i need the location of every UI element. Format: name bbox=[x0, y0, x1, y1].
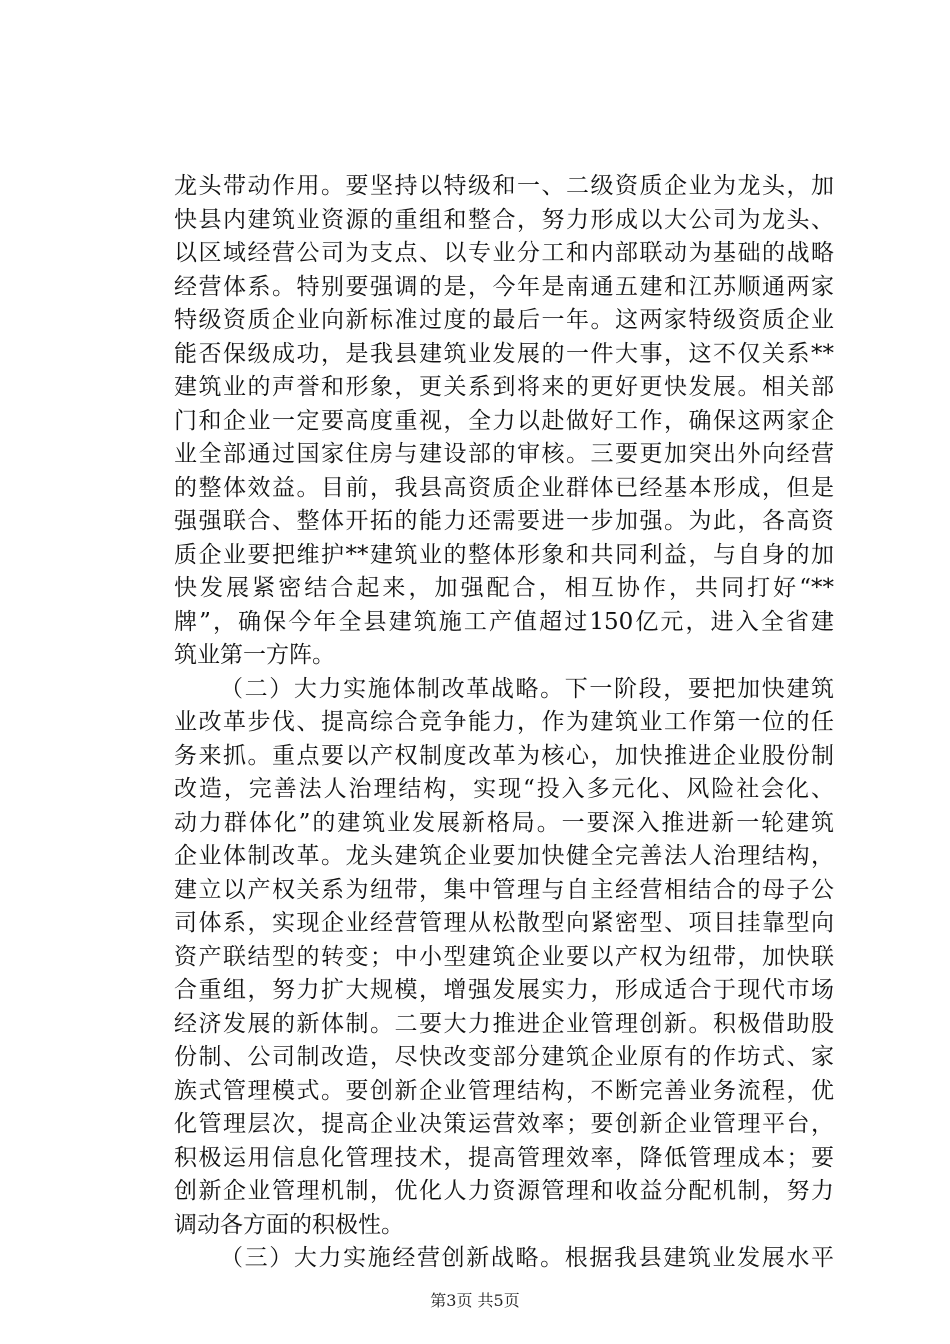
paragraph-1 bbox=[174, 170, 834, 673]
text-line: （二）大力实施体制改革战略。下一阶段，要把加快建筑 bbox=[220, 675, 834, 702]
text-line: 业改革步伐、提高综合竞争能力，作为建筑业工作第一位的任 bbox=[174, 709, 834, 735]
document-body bbox=[174, 170, 834, 1276]
text-line: 快发展紧密结合起来，加强配合，相互协作，共同打好“** bbox=[174, 575, 834, 601]
text-line: 的整体效益。目前，我县高资质企业群体已经基本形成，但是 bbox=[174, 474, 834, 501]
text-line: 龙头带动作用。要坚持以特级和一、二级资质企业为龙头，加 bbox=[174, 173, 834, 199]
text-line: 强强联合、整体开拓的能力还需要进一步加强。为此，各高资 bbox=[174, 508, 834, 534]
text-line: 务来抓。重点要以产权制度改革为核心，加快推进企业股份制 bbox=[174, 742, 834, 769]
text-line: 质企业要把维护**建筑业的整体形象和共同利益，与自身的加 bbox=[174, 541, 834, 568]
text-line: 改造，完善法人治理结构，实现“投入多元化、风险社会化、 bbox=[174, 776, 834, 802]
text-line: 企业体制改革。龙头建筑企业要加快健全完善法人治理结构， bbox=[174, 843, 834, 869]
text-line: 创新企业管理机制，优化人力资源管理和收益分配机制，努力 bbox=[174, 1178, 834, 1204]
text-line: 以区域经营公司为支点、以专业分工和内部联动为基础的战略 bbox=[174, 240, 834, 266]
paragraph-2 bbox=[174, 673, 834, 1243]
text-line: 建立以产权关系为纽带，集中管理与自主经营相结合的母子公 bbox=[174, 876, 834, 903]
text-line: 牌”，确保今年全县建筑施工产值超过150亿元，进入全省建 bbox=[174, 608, 834, 635]
text-line: 建筑业的声誉和形象，更关系到将来的更好更快发展。相关部 bbox=[174, 374, 834, 400]
text-line: 调动各方面的积极性。 bbox=[174, 1211, 404, 1238]
text-line: 份制、公司制改造，尽快改变部分建筑企业原有的作坊式、家 bbox=[174, 1044, 834, 1070]
text-line: 积极运用信息化管理技术，提高管理效率，降低管理成本；要 bbox=[174, 1144, 834, 1171]
text-line: 筑业第一方阵。 bbox=[174, 642, 335, 668]
text-line: 业全部通过国家住房与建设部的审核。三要更加突出外向经营 bbox=[174, 441, 834, 467]
page-number-footer: 第3页 共5页 bbox=[430, 1291, 520, 1310]
text-line: 族式管理模式。要创新企业管理结构，不断完善业务流程，优 bbox=[174, 1077, 834, 1104]
text-line: 经济发展的新体制。二要大力推进企业管理创新。积极借助股 bbox=[174, 1010, 834, 1037]
text-line: 资产联结型的转变；中小型建筑企业要以产权为纽带，加快联 bbox=[174, 943, 834, 970]
text-line: 化管理层次，提高企业决策运营效率；要创新企业管理平台， bbox=[174, 1111, 834, 1137]
text-line: 特级资质企业向新标准过度的最后一年。这两家特级资质企业 bbox=[174, 307, 834, 333]
text-line: （三）大力实施经营创新战略。根据我县建筑业发展水平 bbox=[220, 1245, 834, 1271]
text-line: 门和企业一定要高度重视，全力以赴做好工作，确保这两家企 bbox=[174, 407, 834, 434]
text-line: 合重组，努力扩大规模，增强发展实力，形成适合于现代市场 bbox=[174, 977, 834, 1003]
text-line: 经营体系。特别要强调的是，今年是南通五建和江苏顺通两家 bbox=[174, 273, 834, 300]
text-line: 快县内建筑业资源的重组和整合，努力形成以大公司为龙头、 bbox=[174, 206, 834, 233]
text-line: 动力群体化”的建筑业发展新格局。一要深入推进新一轮建筑 bbox=[174, 809, 834, 836]
text-line: 能否保级成功，是我县建筑业发展的一件大事，这不仅关系** bbox=[174, 340, 834, 367]
paragraph-3 bbox=[174, 1242, 834, 1276]
text-line: 司体系，实现企业经营管理从松散型向紧密型、项目挂靠型向 bbox=[174, 910, 834, 936]
